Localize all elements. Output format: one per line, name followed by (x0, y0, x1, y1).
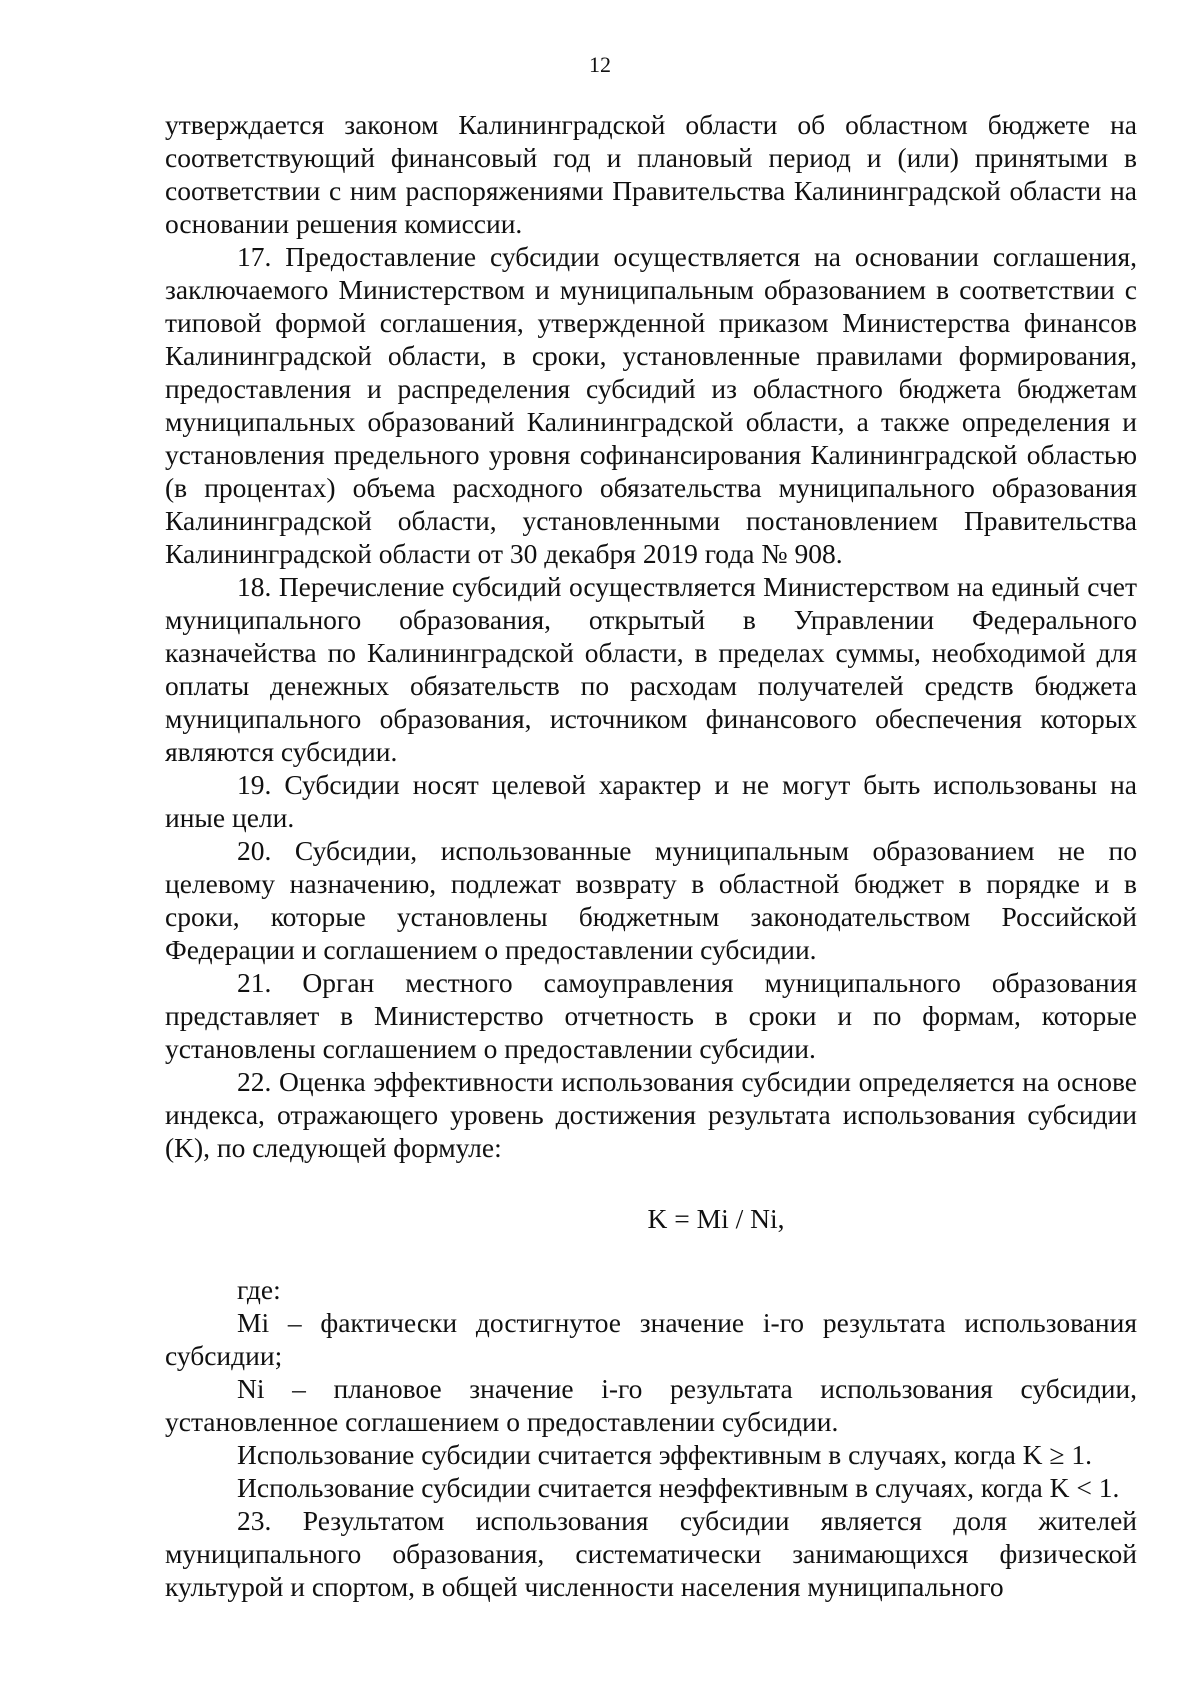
formula-where-label: где: (237, 1274, 281, 1305)
formula: K = Mi / Ni, (647, 1203, 785, 1234)
definition-ni: Ni – плановое значение i-го результата использования субсидии, установленное соглашением о предоставлении субсидии. (165, 1373, 1137, 1437)
paragraph-22: 22. Оценка эффективности использования субсидии определяется на основе индекса, отражающего уровень достижения результата использования субсидии (K), по следующей формуле: (165, 1066, 1137, 1163)
page-number: 12 (589, 52, 611, 77)
condition-ineffective: Использование субсидии считается неэффективным в случаях, когда K < 1. (237, 1472, 1120, 1503)
paragraph-19: 19. Субсидии носят целевой характер и не могут быть использованы на иные цели. (165, 769, 1137, 833)
document-body (165, 108, 1137, 1603)
paragraph-20: 20. Субсидии, использованные муниципальным образованием не по целевому назначению, подлежат возврату в областной бюджет в порядке и в сроки, которые установлены бюджетным законодательством Российской Федерации и соглашением о предоставлении субсидии. (165, 835, 1137, 965)
condition-effective: Использование субсидии считается эффективным в случаях, когда K ≥ 1. (237, 1439, 1092, 1470)
paragraph-23: 23. Результатом использования субсидии является доля жителей муниципального образования, систематически занимающихся физической культурой и спортом, в общей численности населения муниципального (165, 1505, 1137, 1602)
paragraph-continuation: утверждается законом Калининградской области об областном бюджете на соответствующий финансовый год и плановый период и (или) принятыми в соответствии с ним распоряжениями Правительства Калининградской области на основании решения комиссии. (165, 109, 1137, 239)
paragraph-18: 18. Перечисление субсидий осуществляется Министерством на единый счет муниципального образования, открытый в Управлении Федерального казначейства по Калининградской области, в пределах суммы, необходимой для оплаты денежных обязательств по расходам получателей средств бюджета муниципального образования, источником финансового обеспечения которых являются субсидии. (165, 571, 1137, 767)
definition-mi: Mi – фактически достигнутое значение i-го результата использования субсидии; (165, 1307, 1137, 1371)
paragraph-17: 17. Предоставление субсидии осуществляется на основании соглашения, заключаемого Министерством и муниципальным образованием в соответствии с типовой формой соглашения, утвержденной приказом Министерства финансов Калининградской области, в сроки, установленные правилами формирования, предоставления и распределения субсидий из областного бюджета бюджетам муниципальных образований Калининградской области, а также определения и установления предельного уровня софинансирования Калининградской областью (в процентах) объема расходного обязательства муниципального образования Калининградской области, установленными постановлением Правительства Калининградской области от 30 декабря 2019 года № 908. (165, 241, 1137, 569)
paragraph-21: 21. Орган местного самоуправления муниципального образования представляет в Министерство отчетность в сроки и по формам, которые установлены соглашением о предоставлении субсидии. (165, 967, 1137, 1064)
